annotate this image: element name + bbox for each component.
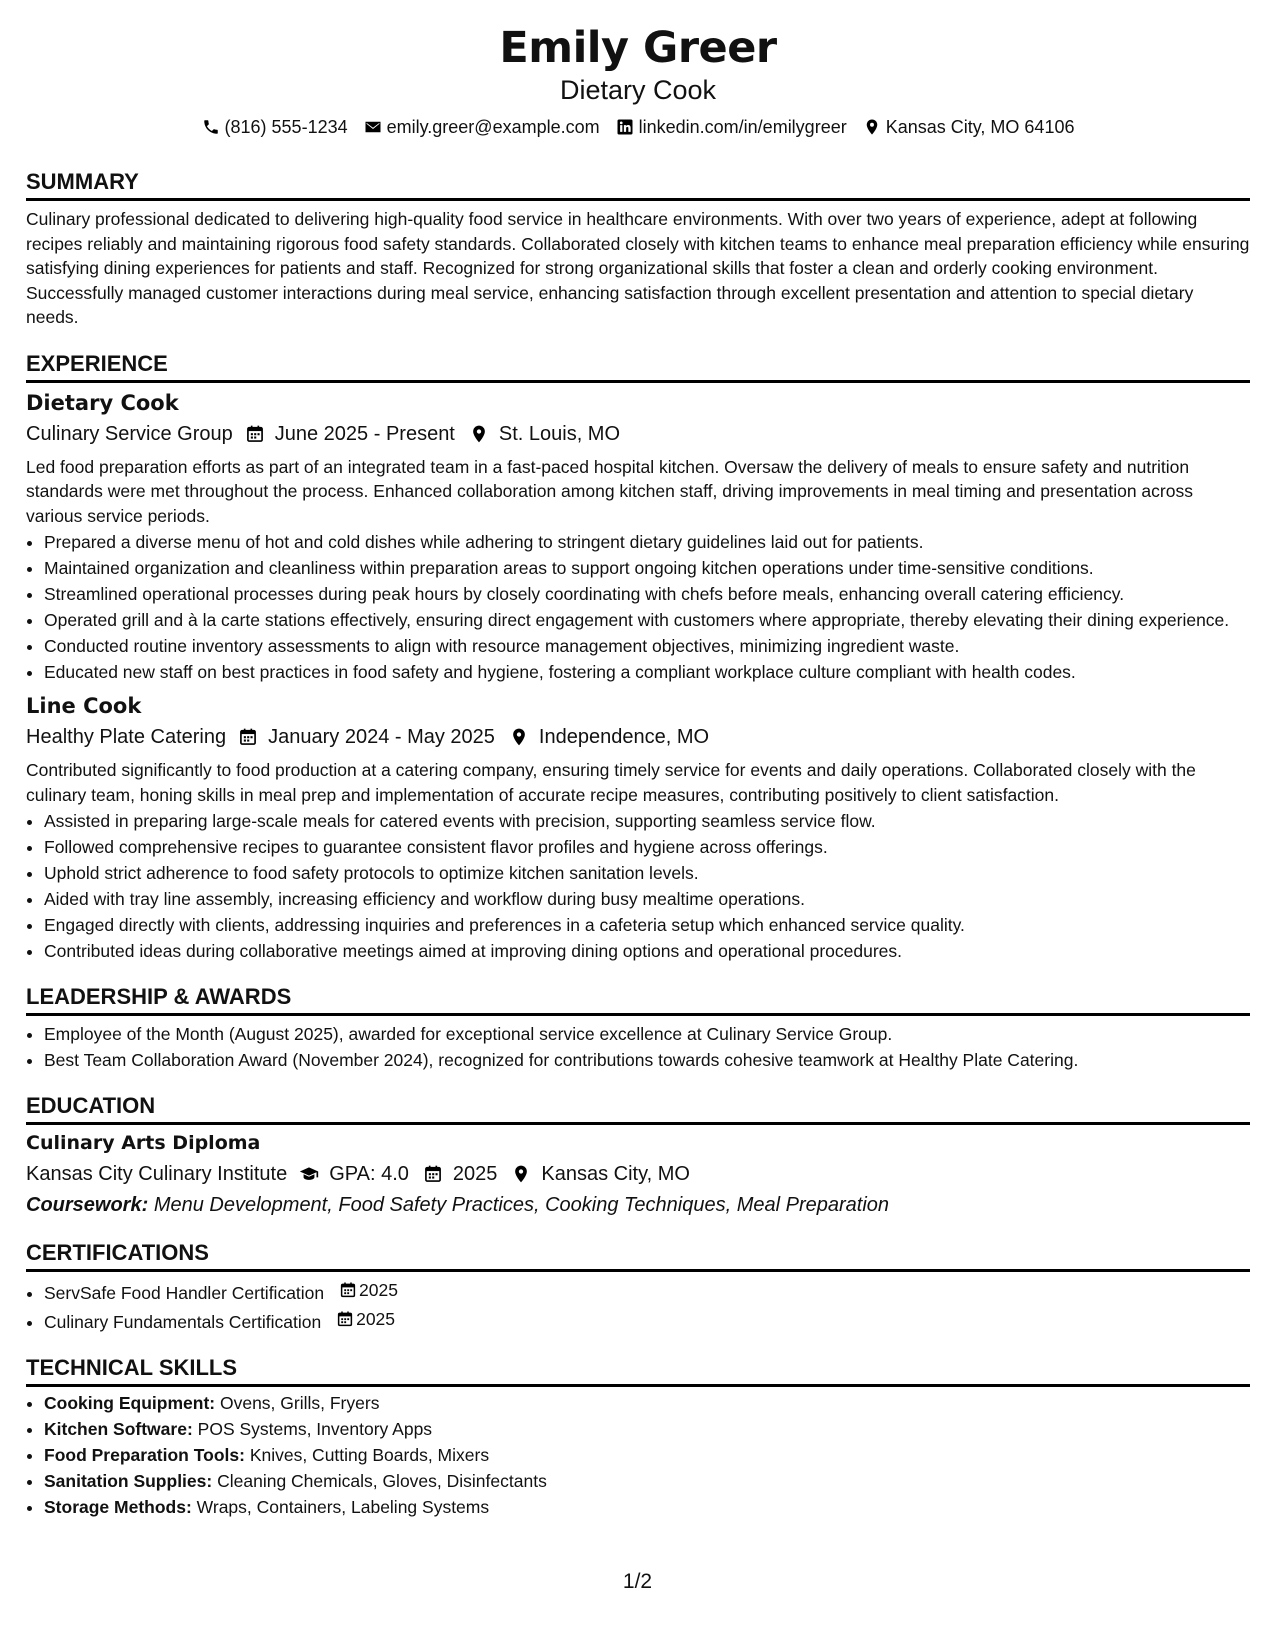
coursework-text: Menu Development, Food Safety Practices, Cooking Techniques, Meal Preparation (153, 1194, 890, 1216)
coursework (26, 1191, 1250, 1219)
email-text: emily.greer@example.com (386, 117, 600, 137)
list-item: • Best Team Collaboration Award (November 2024), recognized for contributions towards cohesive teamwork at Healthy Plate Catering. (44, 1048, 1250, 1072)
list-item: • Maintained organization and cleanliness within preparation areas to support ongoing kitchen operations under time-sensitive conditions. (44, 556, 1250, 580)
list-item (44, 1278, 1250, 1305)
list-item: • Contributed ideas during collaborative meetings aimed at improving dining options and operational procedures. (44, 939, 1250, 963)
job-dates: January 2024 - May 2025 (268, 726, 495, 748)
degree-title: Culinary Arts Diploma (26, 1132, 261, 1154)
list-item: • Uphold strict adherence to food safety protocols to optimize kitchen sanitation levels. (44, 861, 1250, 885)
calendar-icon (339, 1281, 357, 1299)
candidate-name: Emily Greer (499, 23, 777, 73)
list-item (44, 1443, 1250, 1467)
list-item: • Streamlined operational processes during peak hours by closely coordinating with chefs before meals, enhancing overall catering efficiency. (44, 582, 1250, 606)
page-number: 1/2 (622, 1570, 653, 1593)
certification-date (339, 1278, 398, 1302)
skill-label: Sanitation Supplies: (44, 1471, 213, 1491)
list-item: • Operated grill and à la carte stations effectively, ensuring direct engagement with customers where appropriate, thereby elevating their dining experience. (44, 608, 1250, 632)
list-item: • Followed comprehensive recipes to guarantee consistent flavor profiles and hygiene across offerings. (44, 835, 1250, 859)
experience-heading: EXPERIENCE (26, 350, 1250, 383)
certifications-list (26, 1278, 1250, 1334)
certification-year: 2025 (359, 1280, 398, 1300)
list-item (44, 1495, 1250, 1519)
certification-year: 2025 (356, 1309, 396, 1329)
list-item: • Aided with tray line assembly, increasing efficiency and workflow during busy mealtime operations. (44, 887, 1250, 911)
phone-text: (816) 555-1234 (224, 117, 348, 137)
calendar-icon (245, 424, 265, 444)
awards-heading: LEADERSHIP & AWARDS (26, 983, 1250, 1016)
school-name: Kansas City Culinary Institute (26, 1163, 288, 1185)
linkedin-icon (616, 118, 634, 136)
resume-page (26, 22, 1250, 1519)
job-entry (26, 389, 1250, 685)
list-item (44, 1391, 1250, 1415)
skill-value: POS Systems, Inventory Apps (197, 1419, 433, 1439)
list-item (44, 1307, 1250, 1334)
calendar-icon (238, 727, 258, 747)
list-item: • Conducted routine inventory assessments to align with resource management objectives, minimizing ingredient waste. (44, 634, 1250, 658)
skill-value: Knives, Cutting Boards, Mixers (249, 1445, 490, 1465)
certification-name: ServSafe Food Handler Certification (44, 1283, 325, 1303)
job-meta (26, 419, 1250, 449)
skill-value: Cleaning Chemicals, Gloves, Disinfectants (217, 1471, 547, 1491)
skill-value: Ovens, Grills, Fryers (219, 1393, 380, 1413)
skill-value: Wraps, Containers, Labeling Systems (196, 1497, 490, 1517)
calendar-icon (423, 1164, 443, 1184)
job-meta (26, 722, 1250, 752)
awards-list (26, 1022, 1250, 1072)
contact-bar (26, 114, 1250, 140)
skills-heading: TECHNICAL SKILLS (26, 1354, 1250, 1387)
list-item: • Employee of the Month (August 2025), awarded for exceptional service excellence at Culinary Service Group. (44, 1022, 1250, 1046)
location-text: Kansas City, MO 64106 (885, 117, 1075, 137)
graduation-year: 2025 (452, 1163, 498, 1185)
certification-date (336, 1307, 395, 1331)
skills-list (26, 1391, 1250, 1519)
list-item (44, 1417, 1250, 1441)
job-title: Line Cook (26, 694, 142, 718)
linkedin-text: linkedin.com/in/emilygreer (638, 117, 847, 137)
list-item: • Educated new staff on best practices in food safety and hygiene, fostering a compliant workplace culture compliant with health codes. (44, 660, 1250, 684)
job-dates: June 2025 - Present (274, 422, 455, 445)
list-item (44, 1469, 1250, 1493)
gpa-text: GPA: 4.0 (329, 1163, 409, 1185)
coursework-label: Coursework: (26, 1194, 149, 1216)
list-item: • Engaged directly with clients, addressing inquiries and preferences in a cafeteria setup which enhanced service quality. (44, 913, 1250, 937)
candidate-title: Dietary Cook (559, 75, 717, 105)
map-pin-icon (469, 424, 489, 444)
job-location: Independence, MO (538, 726, 710, 748)
contact-email[interactable] (364, 114, 600, 140)
job-description: Contributed significantly to food production at a catering company, ensuring timely service for events and daily operations. Collaborated closely with the culinary team, honing skills in meal prep and implementation of accurate recipe measures, contributing positively to client satisfaction. (26, 760, 1196, 805)
certification-name: Culinary Fundamentals Certification (44, 1312, 322, 1332)
job-bullets (26, 809, 1250, 963)
phone-icon (202, 118, 220, 136)
job-bullets (26, 530, 1250, 684)
job-description: Led food preparation efforts as part of an integrated team in a fast-paced hospital kitchen. Oversaw the delivery of meals to ensure safety and nutrition standards were met throughout the process. Enhanced collaboration among kitchen staff, driving improvements in meal timing and presentation across various service periods. (26, 456, 1193, 526)
map-pin-icon (509, 727, 529, 747)
education-heading: EDUCATION (26, 1092, 1250, 1125)
job-title: Dietary Cook (26, 390, 179, 415)
job-company: Healthy Plate Catering (26, 726, 227, 748)
school-location: Kansas City, MO (541, 1163, 690, 1185)
graduation-cap-icon (299, 1164, 319, 1184)
calendar-icon (336, 1310, 354, 1328)
summary-text: Culinary professional dedicated to delivering high-quality food service in healthcare environments. With over two years of experience, adept at following recipes reliably and maintaining rigorous food safety standards. Collaborated closely with kitchen teams to enhance meal preparation efficiency while ensuring satisfying dining experiences for patients and staff. Recognized for strong organizational skills that foster a clean and orderly cooking environment. Successfully managed customer interactions during meal service, enhancing satisfaction through excellent presentation and attention to special dietary needs. (26, 209, 1250, 327)
summary-heading: SUMMARY (26, 168, 1250, 201)
job-entry (26, 692, 1250, 963)
envelope-icon (364, 118, 382, 136)
skill-label: Food Preparation Tools: (44, 1445, 245, 1465)
education-meta (26, 1159, 1250, 1189)
map-pin-icon (863, 118, 881, 136)
job-company: Culinary Service Group (26, 422, 233, 445)
list-item: • Prepared a diverse menu of hot and cold dishes while adhering to stringent dietary guidelines laid out for patients. (44, 530, 1250, 554)
job-location: St. Louis, MO (498, 422, 621, 445)
skill-label: Cooking Equipment: (44, 1393, 216, 1413)
contact-location (863, 114, 1075, 140)
skill-label: Kitchen Software: (44, 1419, 193, 1439)
certifications-heading: CERTIFICATIONS (26, 1239, 1250, 1272)
list-item: • Assisted in preparing large-scale meals for catered events with precision, supporting seamless service flow. (44, 809, 1250, 833)
skill-label: Storage Methods: (44, 1497, 192, 1517)
contact-phone (202, 114, 348, 140)
map-pin-icon (511, 1164, 531, 1184)
contact-linkedin[interactable] (616, 114, 847, 140)
